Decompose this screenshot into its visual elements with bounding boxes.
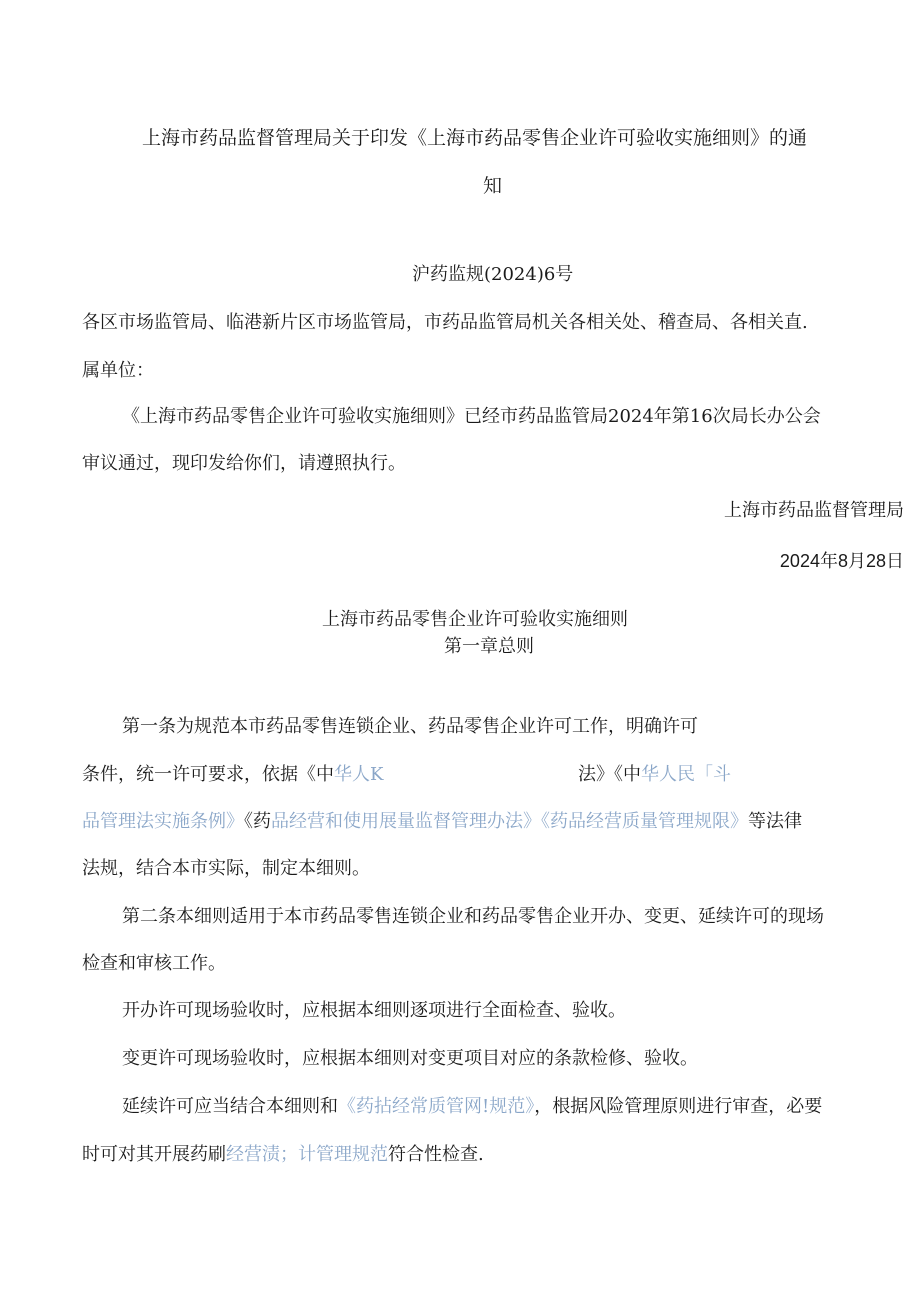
law-link-partial-1[interactable]: 华人K — [334, 764, 384, 785]
notice-body-line-2: 审议通过，现印发给你们，请遵照执行。 — [82, 453, 406, 474]
notice-body-line-1: 《上海市药品零售企业许可验收实施细则》已经市药品监管局2024年第16次局长办公会 — [122, 406, 821, 427]
signature-date: 2024年8月28日 — [779, 551, 904, 571]
article-1-text: 条件，统一许可要求，依据《中 — [82, 764, 334, 785]
gsp-link[interactable]: 《药拈经常质管网!规范》 — [338, 1096, 535, 1117]
article-2-line-2: 检查和审核工作。 — [82, 953, 226, 974]
document-number: 沪药监规(2024)6号 — [412, 264, 574, 285]
gsp-link-2[interactable]: 经营渍；计管理规范 — [226, 1144, 388, 1165]
regulation-link[interactable]: 品管理法实施条例》 — [82, 811, 244, 832]
article-1-text: 等法律 — [748, 811, 802, 832]
article-1-text: 法》《中 — [578, 764, 641, 785]
renew-text: 符合性检查. — [388, 1144, 484, 1165]
paragraph-renew-line-1 — [122, 1096, 822, 1118]
article-1-text: 《药 — [244, 811, 271, 832]
renew-text: 延续许可应当结合本细则和 — [122, 1096, 338, 1117]
supervision-measures-link[interactable]: 品经营和使用展量监督管理办法》《药品经营质量管理规限》 — [271, 811, 748, 832]
renew-text: 时可对其开展药刷 — [82, 1144, 226, 1165]
notice-title-line-2: 知 — [483, 175, 503, 197]
signature-org: 上海市药品监督管理局 — [724, 500, 904, 521]
rules-title: 上海市药品零售企业许可验收实施细则 — [322, 609, 628, 630]
addressee-line-1: 各区市场监管局、临港新片区市场监管局，市药品监管局机关各相关处、稽查局、各相关直. — [82, 312, 808, 333]
paragraph-open-license: 开办许可现场验收时，应根据本细则逐项进行全面检查、验收。 — [122, 1000, 626, 1021]
article-1-line-2 — [82, 764, 383, 786]
paragraph-renew-line-2 — [82, 1144, 484, 1166]
addressee-line-2: 属单位： — [82, 360, 154, 381]
chapter-title: 第一章总则 — [444, 636, 534, 657]
law-link-partial-2[interactable]: 华人民「斗 — [641, 764, 731, 785]
article-1-line-3 — [82, 811, 802, 833]
article-2-line-1: 第二条本细则适用于本市药品零售连锁企业和药品零售企业开办、变更、延续许可的现场 — [122, 906, 824, 927]
article-1-line-1: 第一条为规范本市药品零售连锁企业、药品零售企业许可工作，明确许可 — [122, 716, 698, 737]
renew-text: ，根据风险管理原则进行审查，必要 — [534, 1096, 823, 1117]
article-1-line-2-right — [578, 764, 731, 786]
article-1-line-4: 法规，结合本市实际，制定本细则。 — [82, 858, 370, 879]
notice-title-line-1: 上海市药品监督管理局关于印发《上海市药品零售企业许可验收实施细则》的通 — [142, 127, 808, 149]
paragraph-change-license: 变更许可现场验收时，应根据本细则对变更项目对应的条款检修、验收。 — [122, 1048, 698, 1069]
